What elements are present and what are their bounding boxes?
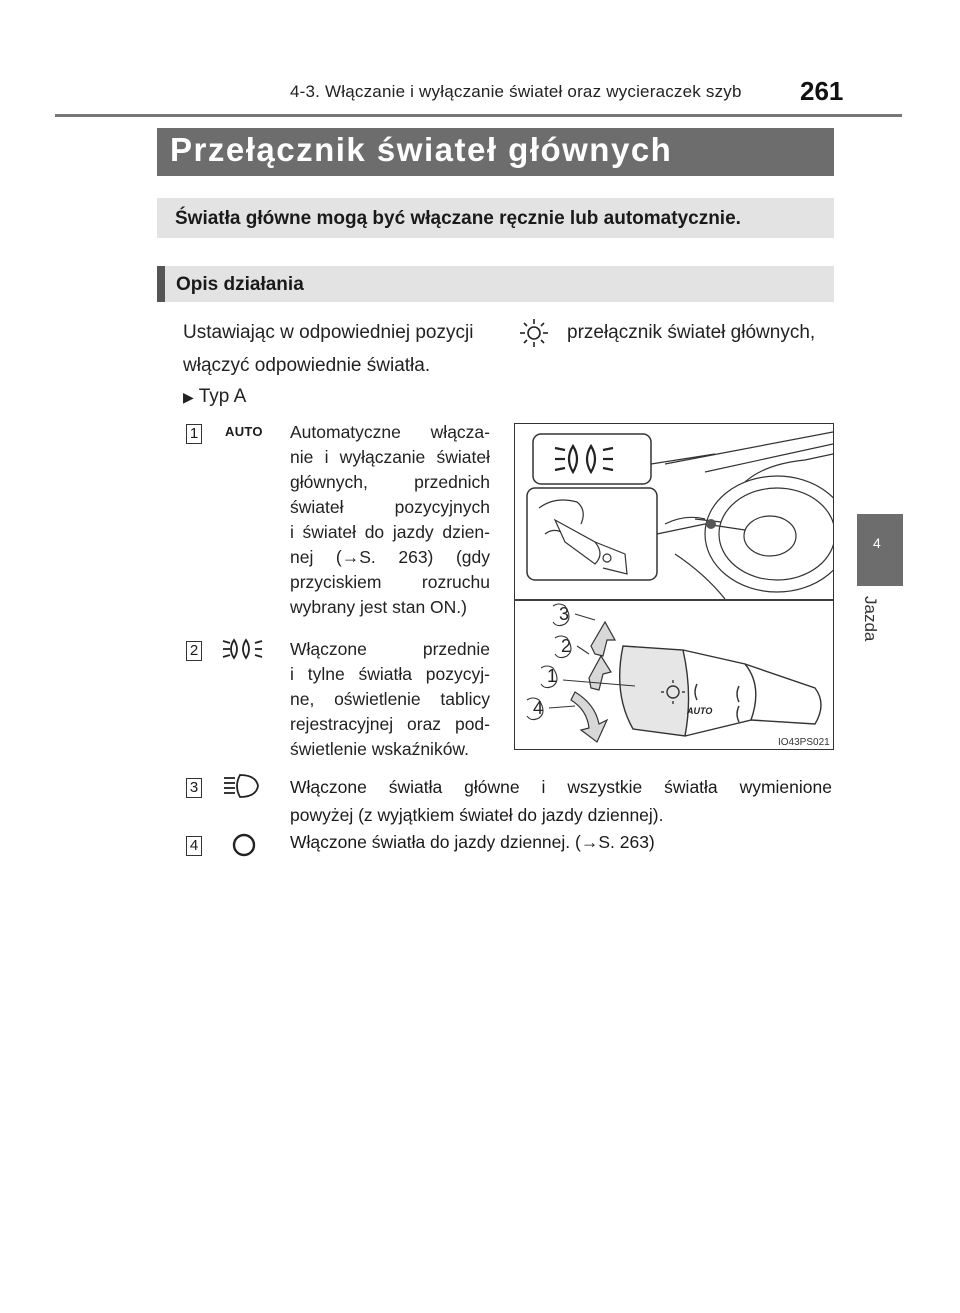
item-3-line: Włączone światła główne i wszystkie światła wymienione — [290, 777, 832, 797]
chapter-tab-number: 4 — [873, 535, 881, 551]
headlight-icon — [222, 772, 262, 800]
running-head: 4-3. Włączanie i wyłączanie świateł oraz wycieraczek szyb — [290, 82, 742, 101]
item-3-line: powyżej (z wyjątkiem świateł do jazdy dziennej). — [290, 805, 664, 825]
body-line-1b: przełącznik świateł głównych, — [567, 322, 816, 343]
item-number-4: 4 — [186, 836, 202, 856]
header-rule — [55, 114, 902, 117]
item-number-3: 3 — [186, 778, 202, 798]
item-3-text — [290, 773, 832, 829]
body-line-1a: Ustawiając w odpowiedniej pozycji — [183, 322, 474, 343]
drl-icon — [231, 832, 257, 858]
parking-lamp-icon — [222, 636, 264, 662]
item-2-text — [290, 637, 490, 762]
item-1-line: nej (→S. 263) (gdy — [290, 547, 490, 567]
item-2-line: Włączone przednie — [290, 639, 490, 659]
item-2-line: i tylne światła pozycyj- — [290, 664, 490, 684]
item-2-line: świetlenie wskaźników. — [290, 739, 469, 759]
figure-auto-label: AUTO — [687, 706, 713, 716]
intro-text: Światła główne mogą być włączane ręcznie lub automatycznie. — [175, 208, 741, 229]
callout-1: 1 — [547, 666, 558, 686]
chapter-tab-label: Jazda — [861, 596, 880, 642]
item-1-line: przyciskiem rozruchu — [290, 572, 490, 592]
type-label-text: Typ A — [198, 386, 247, 407]
sun-icon — [518, 317, 550, 349]
callout-2: 2 — [561, 636, 572, 656]
item-1-line: nie i wyłączanie świateł — [290, 447, 490, 467]
item-1-line: głównych, przednich — [290, 472, 490, 492]
figure-code: IO43PS021 — [778, 737, 830, 748]
item-4-text: Włączone światła do jazdy dziennej. (→S. 263) — [290, 832, 655, 852]
auto-symbol: AUTO — [225, 424, 263, 439]
type-label — [183, 386, 246, 408]
callout-3: 3 — [559, 604, 570, 624]
item-1-text — [290, 420, 490, 620]
body-line-2: włączyć odpowiednie światła. — [183, 355, 431, 376]
page-number: 261 — [800, 76, 844, 106]
item-2-line: ne, oświetlenie tablicy — [290, 689, 490, 709]
item-2-line: rejestracyjnej oraz pod- — [290, 714, 490, 734]
callout-4: 4 — [533, 698, 544, 718]
page-title: Przełącznik świateł głównych — [170, 131, 673, 168]
item-1-line: Automatyczne włącza- — [290, 422, 490, 442]
item-number-2: 2 — [186, 641, 202, 661]
item-1-line: świateł pozycyjnych — [290, 497, 490, 517]
stalk-illustration — [514, 423, 834, 750]
item-1-line: wybrany jest stan ON.) — [290, 597, 467, 617]
type-marker-icon: ▶ — [183, 389, 194, 405]
item-1-line: i świateł do jazdy dzien- — [290, 522, 490, 542]
item-number-1: 1 — [186, 424, 202, 444]
steering-column-drawing — [515, 424, 833, 749]
section-heading: Opis działania — [176, 274, 304, 295]
